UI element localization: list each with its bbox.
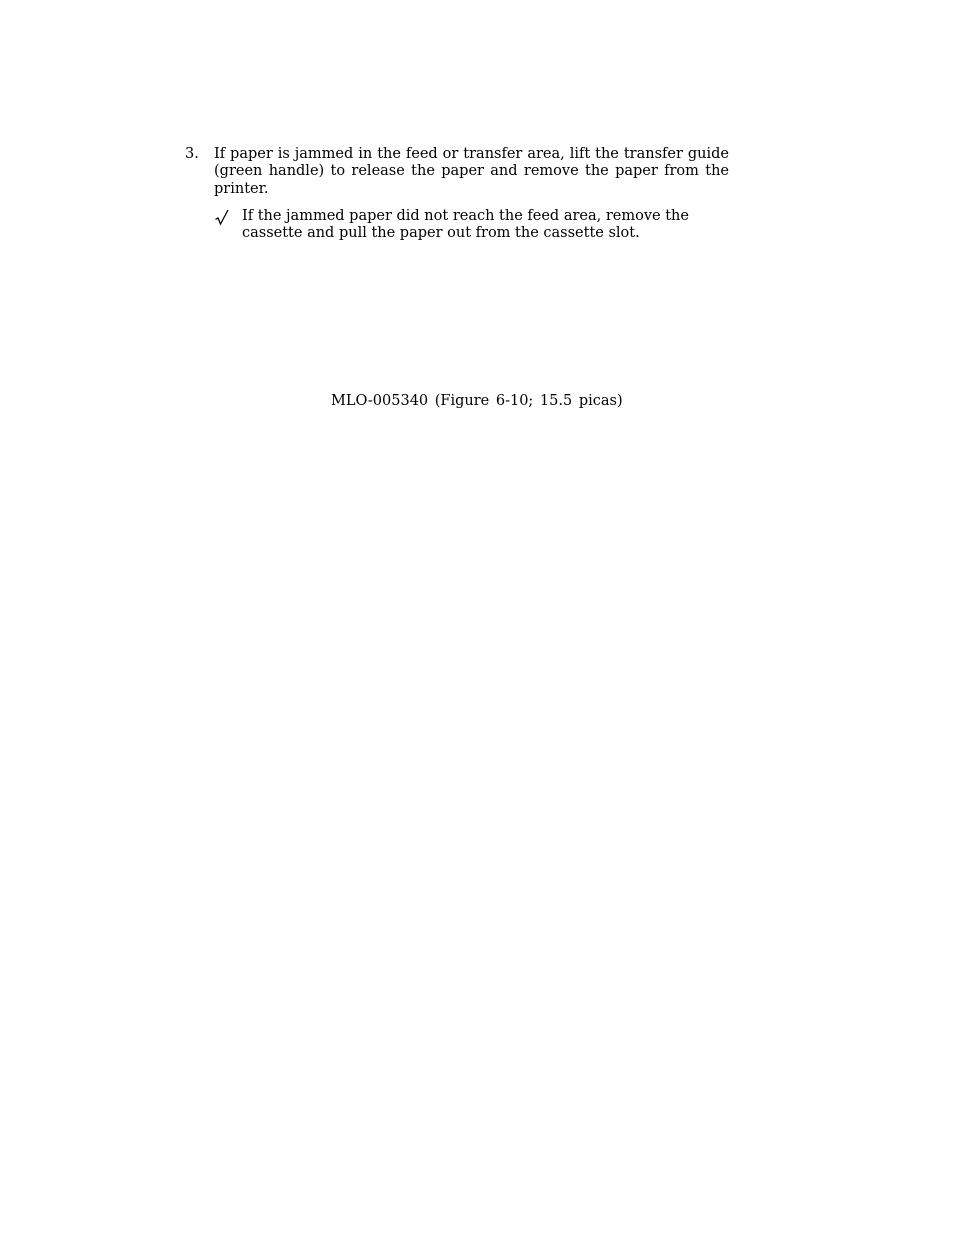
check-mark-icon (214, 209, 230, 227)
figure-placeholder-reference: MLO-005340 (Figure 6-10; 15.5 picas) (331, 393, 623, 409)
step-text: If paper is jammed in the feed or transfer area, lift the transfer guide (green handle) to release the paper and remove the paper from the printer. (214, 146, 729, 197)
procedure-step-3 (185, 146, 729, 198)
step-number: 3. (185, 146, 199, 162)
procedure-note (214, 208, 729, 243)
note-text: If the jammed paper did not reach the feed area, remove the cassette and pull the paper out from the cassette slot. (242, 208, 689, 242)
